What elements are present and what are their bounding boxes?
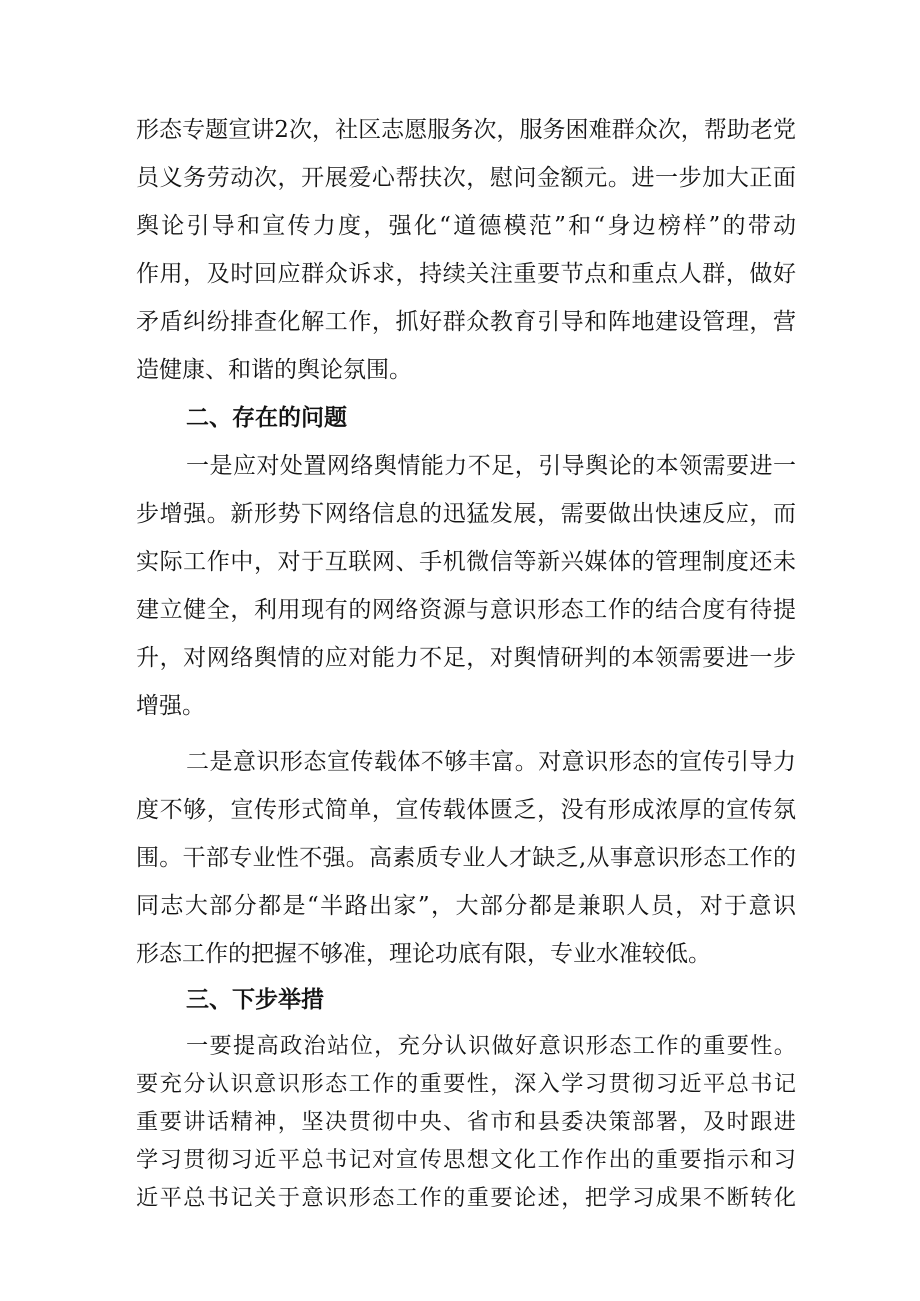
paragraph-line: 矛盾纠纷排查化解工作，抓好群众教育引导和阵地建设管理，营 (136, 309, 796, 335)
paragraph-line: 作用，及时回应群众诉求，持续关注重要节点和重点人群，做好 (136, 261, 796, 287)
paragraph-line: 升，对网络舆情的应对能力不足，对舆情研判的本领需要进一步 (136, 645, 796, 671)
paragraph-line: 建立健全，利用现有的网络资源与意识形态工作的结合度有待提 (136, 597, 796, 623)
paragraph-line: 一是应对处置网络舆情能力不足，引导舆论的本领需要进一 (186, 453, 796, 479)
paragraph-line: 学习贯彻习近平总书记对宣传思想文化工作作出的重要指示和习 (136, 1147, 796, 1173)
section-heading: 二、存在的问题 (186, 405, 347, 431)
section-heading: 三、下步举措 (186, 987, 324, 1013)
paragraph-line: 造健康、和谐的舆论氛围。 (136, 357, 412, 383)
paragraph-line: 步增强。新形势下网络信息的迅猛发展，需要做出快速反应，而 (136, 501, 796, 527)
paragraph-line: 近平总书记关于意识形态工作的重要论述，把学习成果不断转化 (136, 1185, 796, 1211)
paragraph-line: 员义务劳动次，开展爱心帮扶次，慰问金额元。进一步加大正面 (136, 165, 796, 191)
paragraph-line: 实际工作中，对于互联网、手机微信等新兴媒体的管理制度还未 (136, 549, 796, 575)
paragraph-line: 围。干部专业性不强。高素质专业人才缺乏,从事意识形态工作的 (136, 845, 796, 871)
paragraph-line: 要充分认识意识形态工作的重要性，深入学习贯彻习近平总书记 (136, 1071, 796, 1097)
paragraph-line: 重要讲话精神，坚决贯彻中央、省市和县委决策部署，及时跟进 (136, 1109, 796, 1135)
paragraph-line: 度不够，宣传形式简单，宣传载体匮乏，没有形成浓厚的宣传氛 (136, 797, 796, 823)
paragraph-line: 形态专题宣讲2次，社区志愿服务次，服务困难群众次，帮助老党 (136, 117, 796, 143)
paragraph-line: 同志大部分都是“半路出家”，大部分都是兼职人员，对于意识 (136, 893, 796, 919)
paragraph-line: 一要提高政治站位，充分认识做好意识形态工作的重要性。 (186, 1033, 796, 1059)
paragraph-line: 增强。 (136, 693, 205, 719)
paragraph-line: 舆论引导和宣传力度，强化“道德模范”和“身边榜样”的带动 (136, 213, 796, 239)
paragraph-line: 二是意识形态宣传载体不够丰富。对意识形态的宣传引导力 (186, 749, 796, 775)
paragraph-line: 形态工作的把握不够准，理论功底有限，专业水准较低。 (136, 941, 711, 967)
